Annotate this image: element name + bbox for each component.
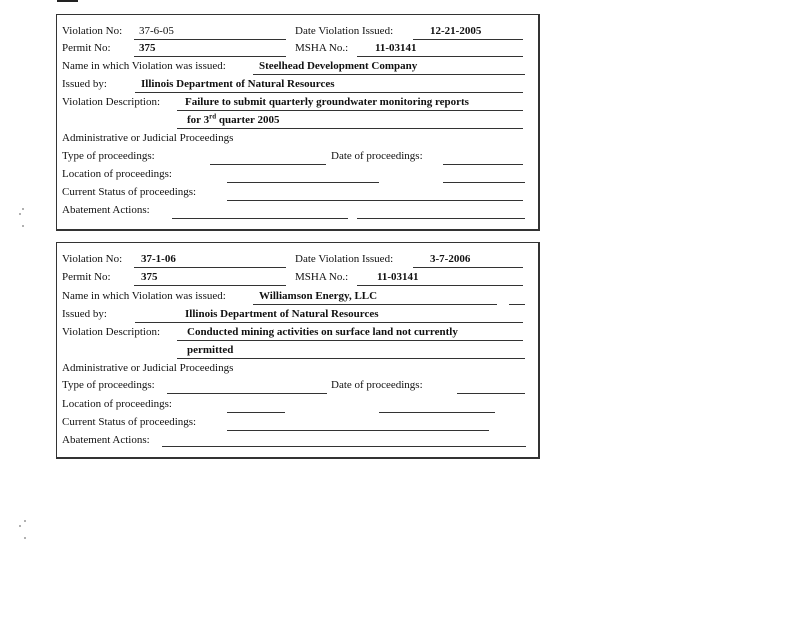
type-proceedings-label: Type of proceedings: <box>62 379 155 391</box>
status-proceedings-label: Current Status of proceedings: <box>62 186 197 198</box>
location-proceedings-label: Location of proceedings: <box>62 398 172 410</box>
name-issued-value: Williamson Energy, LLC <box>259 290 378 302</box>
issued-by-label: Issued by: <box>62 78 107 90</box>
msha-no-value: 11-03141 <box>377 271 419 283</box>
scan-speck <box>22 225 24 227</box>
msha-no-value: 11-03141 <box>375 42 417 54</box>
issued-by-value: Illinois Department of Natural Resources <box>141 78 335 90</box>
permit-no-value: 375 <box>141 271 158 283</box>
date-proceedings-label: Date of proceedings: <box>331 379 423 391</box>
type-proceedings-label: Type of proceedings: <box>62 150 155 162</box>
date-issued-label: Date Violation Issued: <box>295 253 394 265</box>
violation-no-value: 37-6-05 <box>139 25 174 37</box>
description-label: Violation Description: <box>62 96 161 108</box>
permit-no-label: Permit No: <box>62 42 111 54</box>
date-issued-label: Date Violation Issued: <box>295 25 394 37</box>
scan-speck <box>19 525 21 527</box>
violation-no-label: Violation No: <box>62 253 123 265</box>
violation-no-value: 37-1-06 <box>141 253 176 265</box>
scan-speck <box>19 213 21 215</box>
issued-by-value: Illinois Department of Natural Resources <box>185 308 379 320</box>
issued-by-label: Issued by: <box>62 308 107 320</box>
msha-no-label: MSHA No.: <box>295 42 349 54</box>
date-issued-value: 12-21-2005 <box>430 25 482 37</box>
permit-no-value: 375 <box>139 42 156 54</box>
scan-speck <box>24 520 26 522</box>
admin-proceedings-heading: Administrative or Judicial Proceedings <box>62 132 234 144</box>
abatement-actions-label: Abatement Actions: <box>62 204 150 216</box>
date-proceedings-label: Date of proceedings: <box>331 150 423 162</box>
violation-record-2 <box>56 242 540 459</box>
scan-speck <box>24 537 26 539</box>
status-proceedings-label: Current Status of proceedings: <box>62 416 197 428</box>
name-issued-value: Steelhead Development Company <box>259 60 418 72</box>
description-line-2: permitted <box>187 344 234 356</box>
name-issued-label: Name in which Violation was issued: <box>62 60 226 72</box>
msha-no-label: MSHA No.: <box>295 271 349 283</box>
description-line-1: Failure to submit quarterly groundwater monitoring reports <box>185 96 469 108</box>
violation-no-label: Violation No: <box>62 25 123 37</box>
date-issued-value: 3-7-2006 <box>430 253 471 265</box>
abatement-actions-label: Abatement Actions: <box>62 434 150 446</box>
violation-record-1 <box>56 14 540 231</box>
permit-no-label: Permit No: <box>62 271 111 283</box>
scan-speck <box>22 208 24 210</box>
admin-proceedings-heading: Administrative or Judicial Proceedings <box>62 362 234 374</box>
name-issued-label: Name in which Violation was issued: <box>62 290 226 302</box>
top-edge-mark <box>57 0 78 2</box>
description-line-1: Conducted mining activities on surface land not currently <box>187 326 458 338</box>
description-label: Violation Description: <box>62 326 161 338</box>
description-line-2: for 3rd quarter 2005 <box>187 112 280 126</box>
location-proceedings-label: Location of proceedings: <box>62 168 172 180</box>
